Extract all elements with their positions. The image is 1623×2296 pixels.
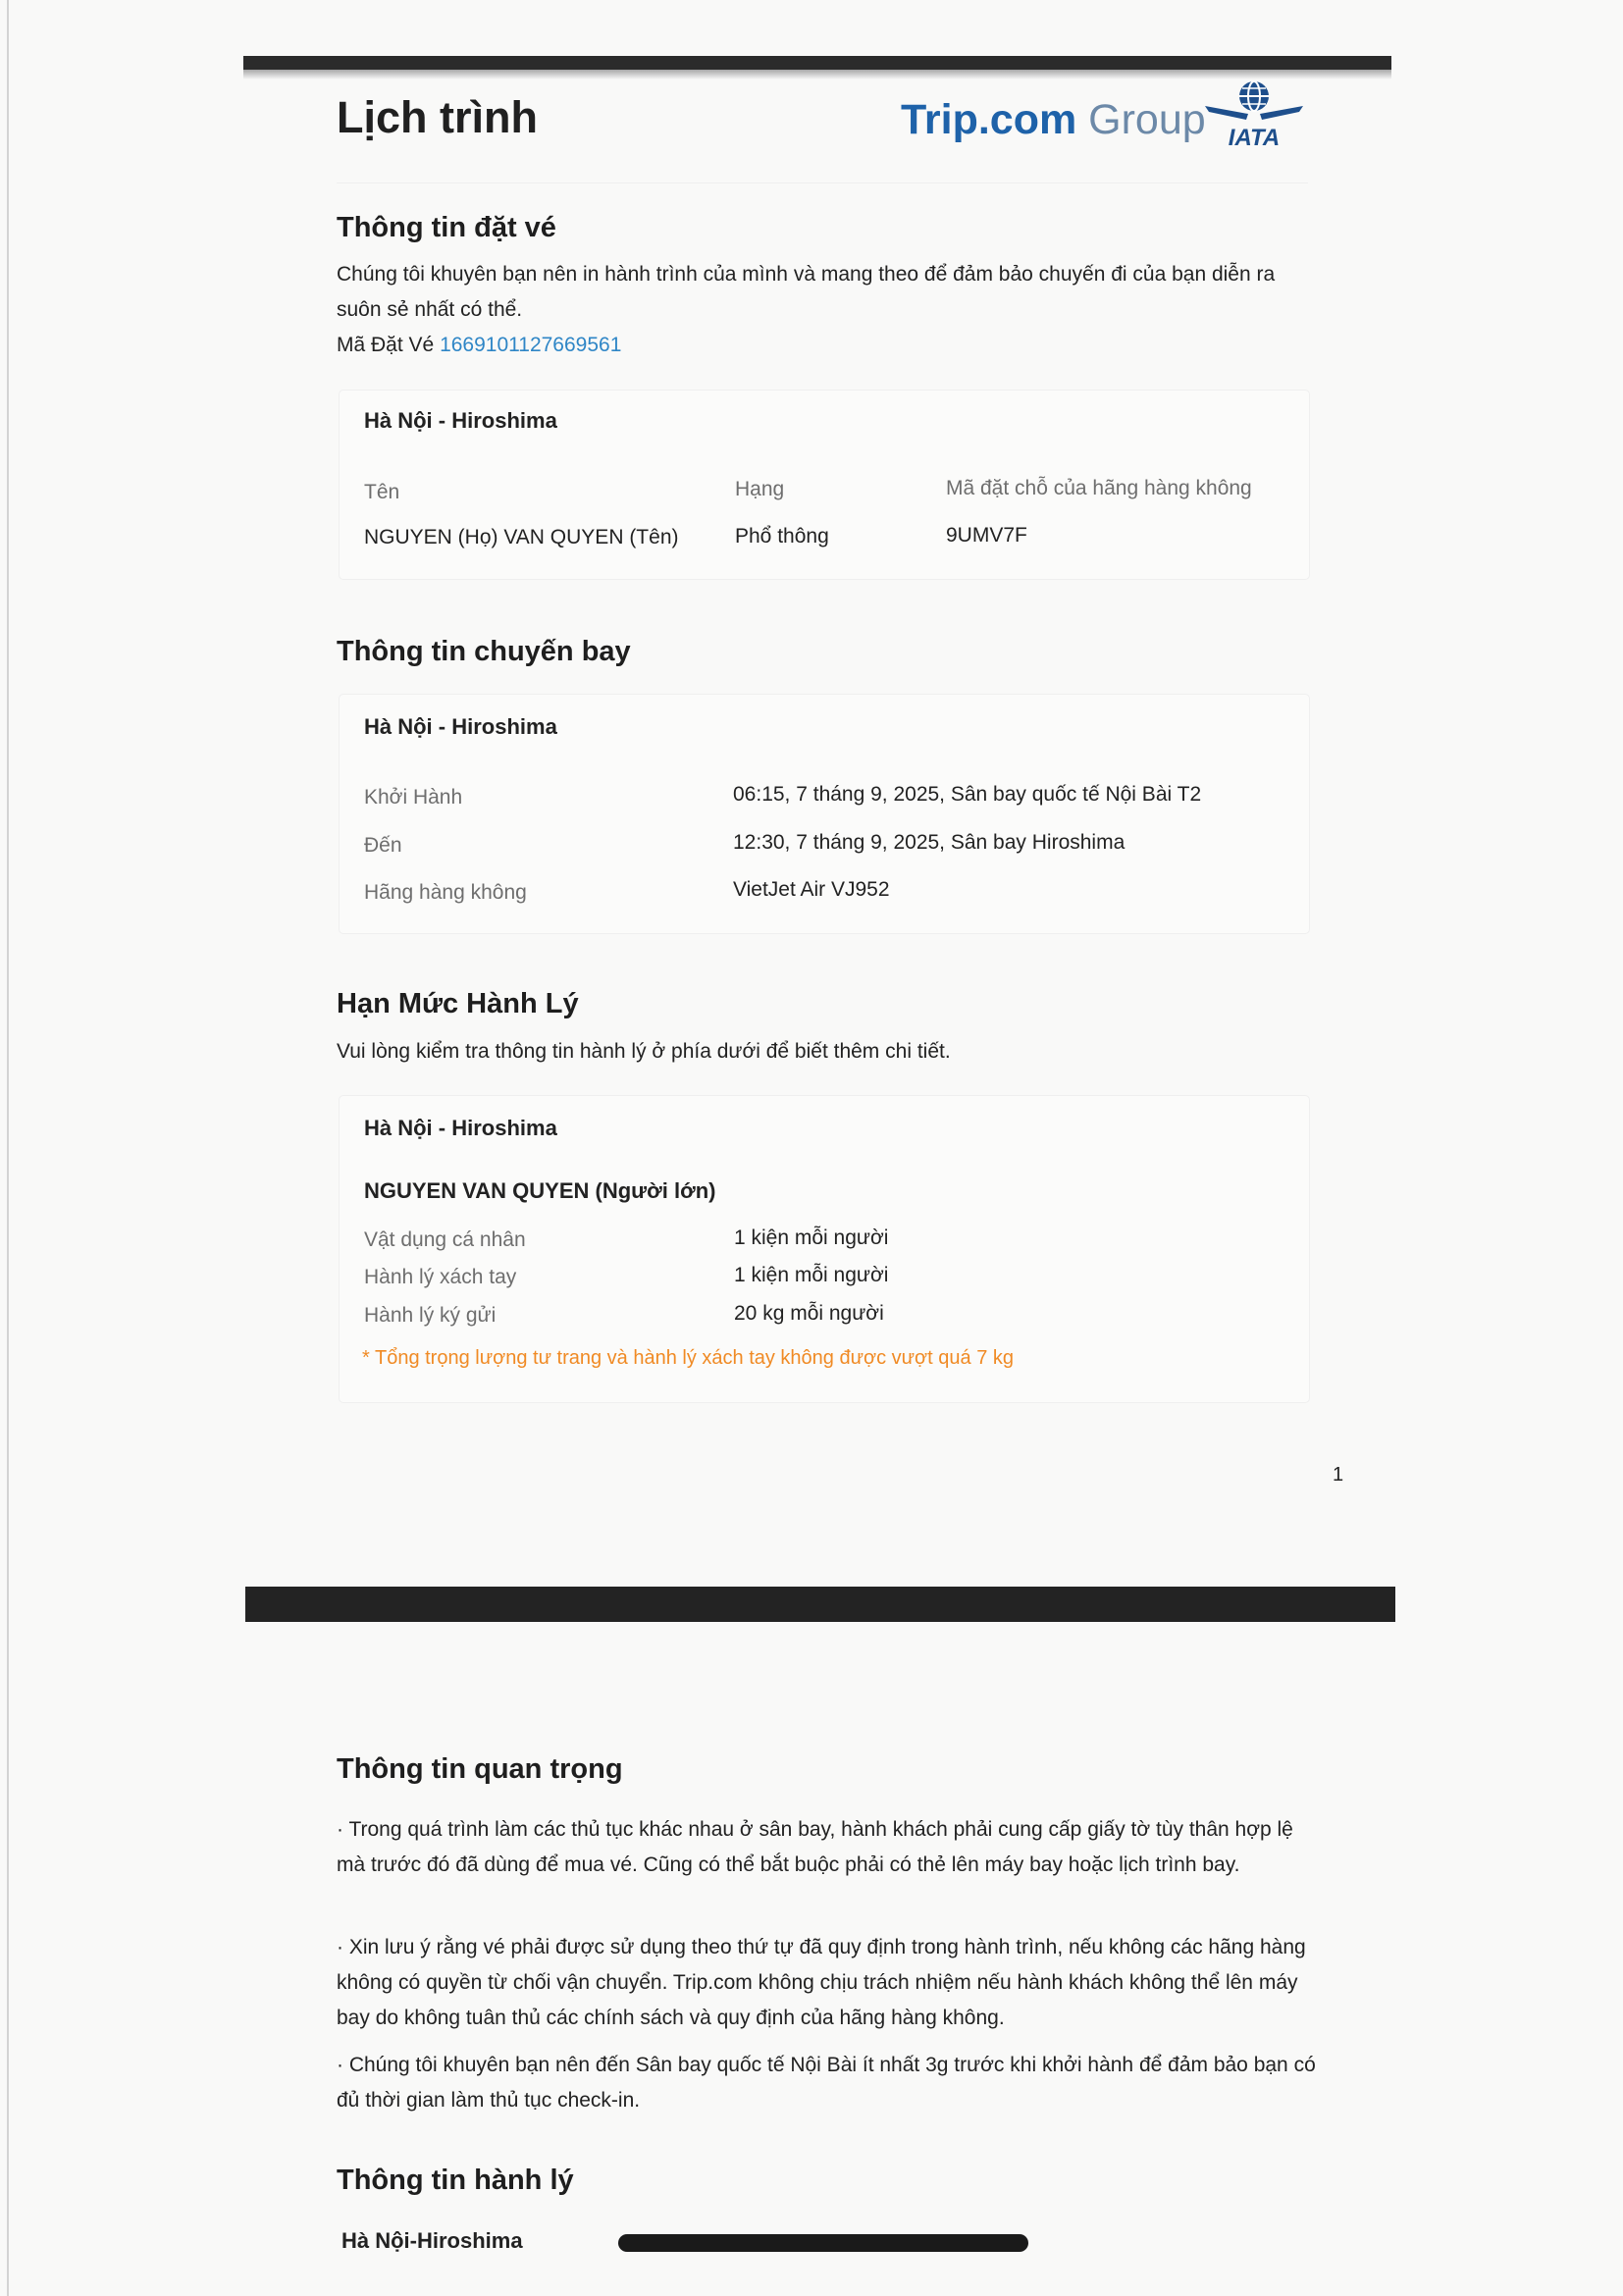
passenger-name-value: NGUYEN (Họ) VAN QUYEN (Tên)	[364, 526, 679, 548]
baggage-item-label: Hành lý ký gửi	[364, 1304, 497, 1327]
baggage-card	[339, 1095, 1310, 1403]
page-number: 1	[1333, 1464, 1344, 1486]
departure-label: Khởi Hành	[364, 786, 463, 809]
airline-value: VietJet Air VJ952	[733, 878, 890, 901]
flight-card-route: Hà Nội - Hiroshima	[364, 714, 557, 739]
important-info-title: Thông tin quan trọng	[337, 1753, 623, 1785]
page-header-bar	[245, 1587, 1395, 1622]
important-info-bullet: · Xin lưu ý rằng vé phải được sử dụng theo thứ tự đã quy định trong hành trình, nếu không các hãng hàng không có quyền từ chối vận chuyển. Trip.com không chịu trách nhiệm nếu hành khách không thể lên máy bay do không tuân thủ các chính sách và quy định của hãng hàng không.	[337, 1936, 1306, 2029]
page-header-bar	[243, 56, 1391, 70]
page-title: Lịch trình	[337, 92, 538, 142]
baggage-item-label: Hành lý xách tay	[364, 1266, 517, 1288]
baggage-item-value: 1 kiện mỗi người	[734, 1264, 889, 1286]
flight-card	[339, 694, 1310, 934]
booking-card-route: Hà Nội - Hiroshima	[364, 408, 557, 433]
passenger-name-label: Tên	[364, 481, 400, 503]
airline-pnr-label: Mã đặt chỗ của hãng hàng không	[946, 477, 1252, 499]
fare-class-value: Phổ thông	[735, 525, 829, 548]
page-2	[0, 1531, 1623, 2296]
baggage-weight-note: * Tổng trọng lượng tư trang và hành lý xách tay không được vượt quá 7 kg	[362, 1347, 1015, 1369]
departure-value: 06:15, 7 tháng 9, 2025, Sân bay quốc tế Nội Bài T2	[733, 783, 1202, 806]
iata-logo-icon	[1203, 78, 1305, 151]
baggage-item-value: 1 kiện mỗi người	[734, 1226, 889, 1249]
arrival-label: Đến	[364, 834, 402, 857]
redaction-bar	[618, 2234, 1028, 2252]
baggage-card-route: Hà Nội - Hiroshima	[364, 1116, 557, 1140]
booking-card	[339, 390, 1310, 580]
airline-pnr-value: 9UMV7F	[946, 524, 1027, 547]
important-info-bullet: · Chúng tôi khuyên bạn nên đến Sân bay quốc tế Nội Bài ít nhất 3g trước khi khởi hành để đảm bảo bạn có đủ thời gian làm thủ tục check-in.	[337, 2054, 1316, 2112]
important-info-bullet: · Trong quá trình làm các thủ tục khác nhau ở sân bay, hành khách phải cung cấp giấy tờ tùy thân hợp lệ mà trước đó đã dùng để mua vé. Cũng có thể bắt buộc phải có thẻ lên máy bay hoặc lịch trình bay.	[337, 1818, 1293, 1876]
booking-intro-text: Chúng tôi khuyên bạn nên in hành trình của mình và mang theo để đảm bảo chuyến đi của bạn diễn ra suôn sẻ nhất có thể.	[337, 263, 1276, 321]
booking-code-line	[337, 334, 621, 357]
booking-info-title: Thông tin đặt vé	[337, 212, 556, 243]
tripcom-iata-logo	[901, 78, 1313, 153]
airline-label: Hãng hàng không	[364, 881, 527, 904]
arrival-value: 12:30, 7 tháng 9, 2025, Sân bay Hiroshima	[733, 831, 1126, 854]
booking-code-value: 1669101127669561	[440, 334, 622, 356]
baggage-item-value: 20 kg mỗi người	[734, 1302, 884, 1325]
baggage-allowance-title: Hạn Mức Hành Lý	[337, 988, 579, 1019]
baggage-item-label: Vật dụng cá nhân	[364, 1228, 526, 1251]
iata-logo-text: IATA	[1228, 125, 1281, 151]
baggage-info-title: Thông tin hành lý	[337, 2165, 574, 2196]
baggage-info-route: Hà Nội-Hiroshima	[341, 2228, 523, 2253]
flight-info-title: Thông tin chuyến bay	[337, 636, 631, 667]
baggage-passenger-name: NGUYEN VAN QUYEN (Người lớn)	[364, 1178, 716, 1203]
fare-class-label: Hạng	[735, 478, 785, 500]
booking-code-label: Mã Đặt Vé	[337, 334, 435, 356]
tripcom-group-wordmark	[901, 96, 1206, 144]
baggage-intro-text: Vui lòng kiểm tra thông tin hành lý ở phía dưới để biết thêm chi tiết.	[337, 1040, 951, 1063]
logo-trip-text: Trip.com	[901, 96, 1077, 143]
logo-group-text: Group	[1088, 96, 1206, 143]
